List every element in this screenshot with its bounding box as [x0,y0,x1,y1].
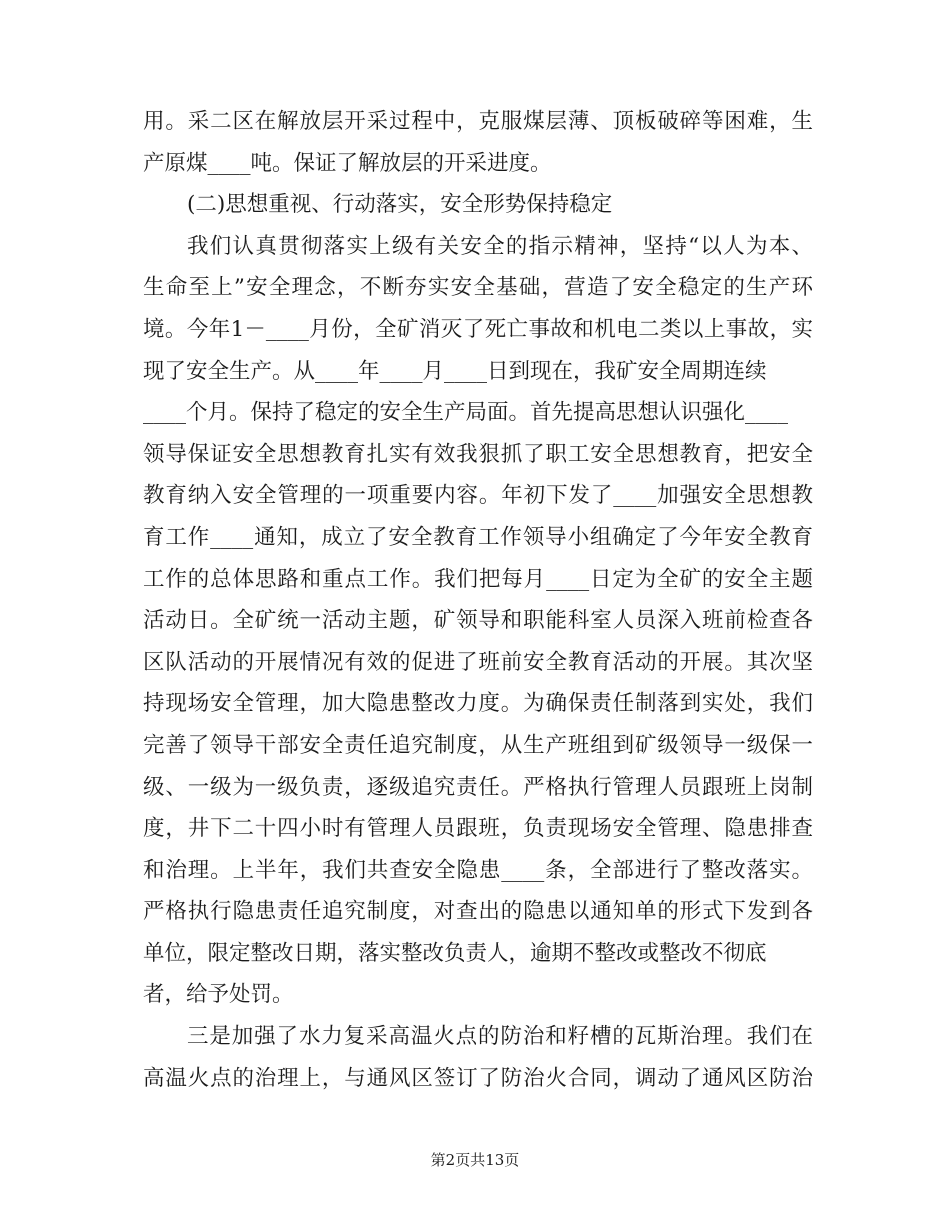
page-footer: 第2页共13页 [430,1151,520,1169]
text-line: 产原煤____吨。保证了解放层的开采进度。 [143,150,552,176]
text-line: 单位，限定整改日期，落实整改负责人，逾期不整改或整改不彻底 [143,940,767,966]
text-line: 教育纳入安全管理的一项重要内容。年初下发了____加强安全思想教 [143,483,813,509]
text-line: 育工作____通知，成立了安全教育工作领导小组确定了今年安全教育 [143,524,813,550]
text-line: 领导保证安全思想教育扎实有效我狠抓了职工安全思想教育，把安全 [143,441,813,467]
text-line: 活动日。全矿统一活动主题，矿领导和职能科室人员深入班前检查各 [143,608,813,634]
text-line: 用。采二区在解放层开采过程中，克服煤层薄、顶板破碎等困难，生 [143,109,813,134]
text-line: 三是加强了水力复采高温火点的防治和籽槽的瓦斯治理。我们在 [187,1024,813,1050]
text-line: 级、一级为一级负责，逐级追究责任。严格执行管理人员跟班上岗制 [143,774,813,800]
text-line: 者，给予处罚。 [143,982,294,1008]
text-line: 我们认真贯彻落实上级有关安全的指示精神，坚持“以人为本、 [187,233,813,259]
text-line: 持现场安全管理，加大隐患整改力度。为确保责任制落到实处，我们 [143,691,813,717]
text-line: 生命至上”安全理念，不断夯实安全基础，营造了安全稳定的生产环 [143,275,813,301]
text-line: 高温火点的治理上，与通风区签订了防治火合同，调动了通风区防治 [143,1065,813,1091]
text-line: 境。今年1－____月份，全矿消灭了死亡事故和机电二类以上事故，实 [143,316,813,342]
text-line: 和治理。上半年，我们共查安全隐患____条，全部进行了整改落实。 [143,857,813,883]
text-line: 现了安全生产。从____年____月____日到现在，我矿安全周期连续 [143,358,767,384]
text-line: 工作的总体思路和重点工作。我们把每月____日定为全矿的安全主题 [143,566,813,592]
text-line: 度，井下二十四小时有管理人员跟班，负责现场安全管理、隐患排查 [143,816,813,842]
text-line: 区队活动的开展情况有效的促进了班前安全教育活动的开展。其次坚 [143,649,813,675]
text-line: ____个月。保持了稳定的安全生产局面。首先提高思想认识强化____ [143,400,789,426]
text-line: 完善了领导干部安全责任追究制度，从生产班组到矿级领导一级保一 [143,732,813,758]
text-line: (二)思想重视、行动落实，安全形势保持稳定 [187,192,613,218]
text-line: 严格执行隐患责任追究制度，对查出的隐患以通知单的形式下发到各 [143,899,813,925]
body-text [143,101,813,1099]
